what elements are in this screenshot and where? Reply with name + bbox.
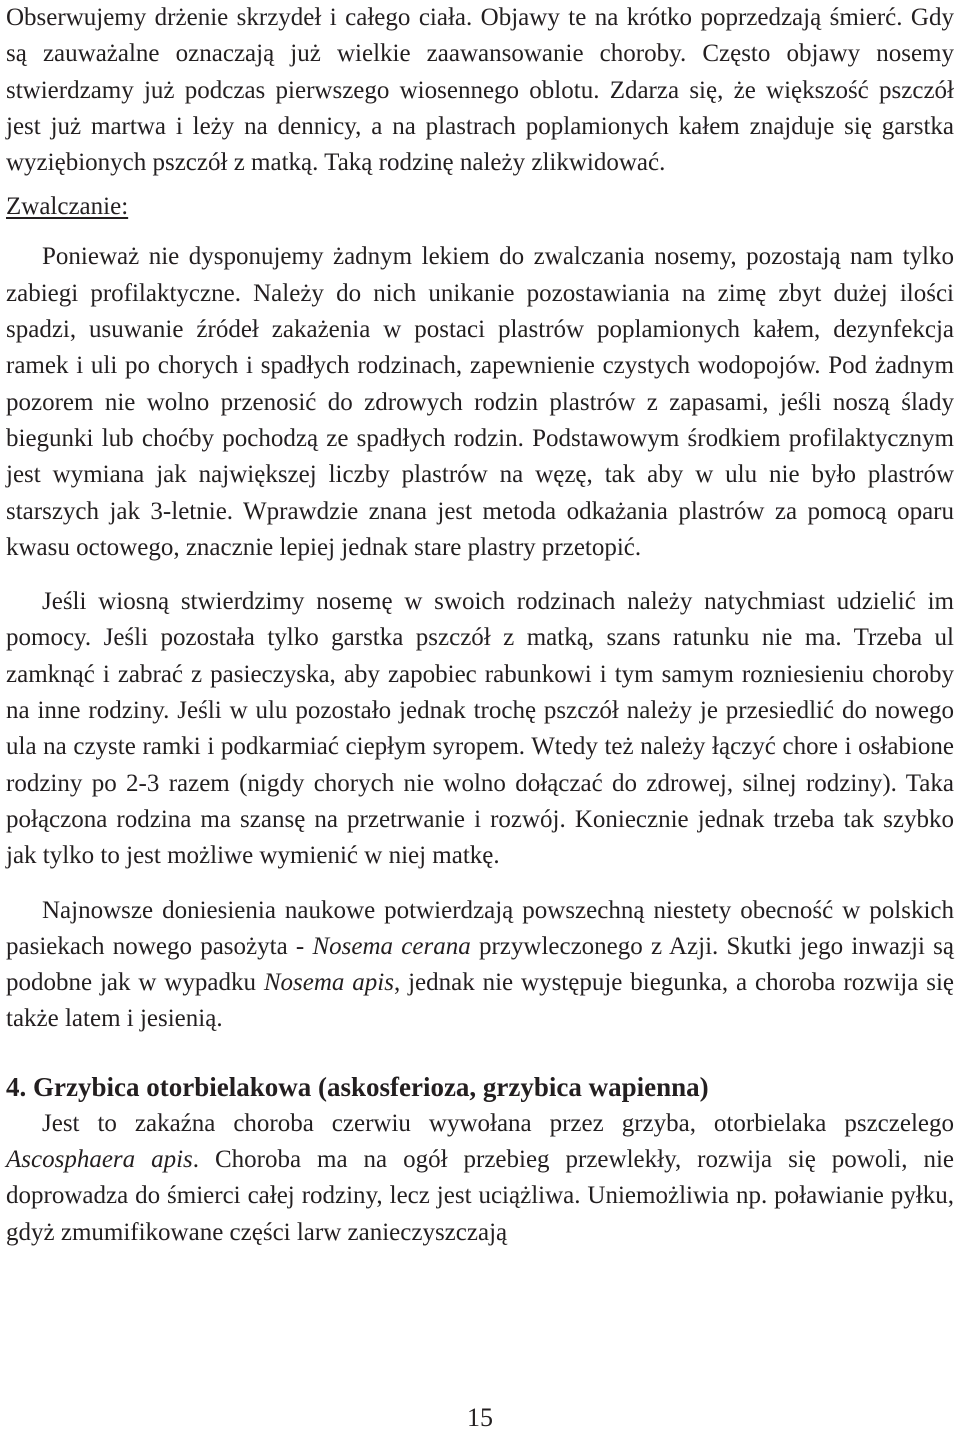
text-run: Jest to zakaźna choroba czerwiu wywołana przez grzyba, otorbielaka pszczelego: [42, 1109, 954, 1137]
section-heading-chalkbrood: 4. Grzybica otorbielakowa (askosferioza, grzybica wapienna): [6, 1071, 709, 1102]
paragraph-prevention: Ponieważ nie dysponujemy żadnym lekiem do zwalczania nosemy, pozostają nam tylko zabiegi profilaktyczne. Należy do nich unikanie pozostawiania na zimę zbyt dużej ilości spadzi, usuwanie źródeł zakażenia w postaci plastrów poplamionych kałem, dezynfekcja ramek i uli po chorych i spadłych rodzinach, zapewnienie czystych wodopojów. Pod żadnym pozorem nie wolno przenosić do zdrowych rodzin plastrów z zapasami, jeśli noszą ślady biegunki lub choćby pochodzą ze spadłych rodzin. Podstawowym środkiem profilaktycznym jest wymiana jak największej liczby plastrów na węzę, tak aby w ulu nie było plastrów starszych jak 3-letnie. Wprawdzie znana jest metoda odkażania plastrów za pomocą oparu kwasu octowego, znacznie lepiej jednak stare plastry przetopić.: [6, 243, 954, 561]
text-run: przywleczonego z Azji. Skutki jego inwazji są podobne jak w wypadku: [6, 932, 955, 997]
species-name-nosema-cerana: Nosema cerana: [312, 932, 471, 960]
paragraph-chalkbrood-intro: [6, 1106, 954, 1251]
paragraph-nosema-cerana: [6, 893, 954, 1038]
document-page: [6, 0, 954, 1251]
paragraph-spring-help: Jeśli wiosną stwierdzimy nosemę w swoich rodzinach należy natychmiast udzielić im pomocy. Jeśli pozostała tylko garstka pszczół z matką, szans ratunku nie ma. Trzeba ul zamknąć i zabrać z pasieczyska, aby zapobiec rabunkowi i tym samym rozniesieniu choroby na inne rodziny. Jeśli w ulu pozostało jednak trochę pszczół należy je przesiedlić do nowego ula na czyste ramki i podkarmiać ciepłym syropem. Wtedy też należy łączyć chore i osłabione rodziny po 2-3 razem (nigdy chorych nie wolno dołączać do zdrowej, silnej rodziny). Taka połączona rodzina ma szansę na przetrwanie i rozwój. Koniecznie jednak trzeba tak szybko jak tylko to jest możliwe wymienić w niej matkę.: [6, 588, 954, 870]
text-run: . Choroba ma na ogół przebieg przewlekły, rozwija się powoli, nie doprowadza do śmierci całej rodziny, lecz jest uciążliwa. Uniemożliwia np. poławianie pyłku, gdyż zmumifikowane części larw zanieczyszczają: [6, 1146, 954, 1246]
page-number: 15: [467, 1403, 493, 1432]
species-name-nosema-apis: Nosema apis: [263, 969, 394, 997]
subheading-treatment: Zwalczanie:: [6, 193, 129, 221]
text-run: Najnowsze doniesienia naukowe potwierdzają powszechną niestety obecność w polskich pasiekach nowego pasożyta -: [6, 896, 954, 960]
paragraph-nosema-symptoms: Obserwujemy drżenie skrzydeł i całego ciała. Objawy te na krótko poprzedzają śmierć. Gdy są zauważalne oznaczają już wielkie zaawansowanie choroby. Często objawy nosemy stwierdzamy już podczas pierwszego wiosennego oblotu. Zdarza się, że większość pszczół jest już martwa i leży na dennicy, a na plastrach poplamionych kałem znajduje się garstka wyziębionych pszczół z matką. Taką rodzinę należy zlikwidować.: [6, 4, 954, 177]
text-run: , jednak nie występuje biegunka, a choroba rozwija się także latem i jesienią.: [6, 969, 954, 1033]
species-name-ascosphaera-apis: Ascosphaera apis: [6, 1146, 193, 1174]
